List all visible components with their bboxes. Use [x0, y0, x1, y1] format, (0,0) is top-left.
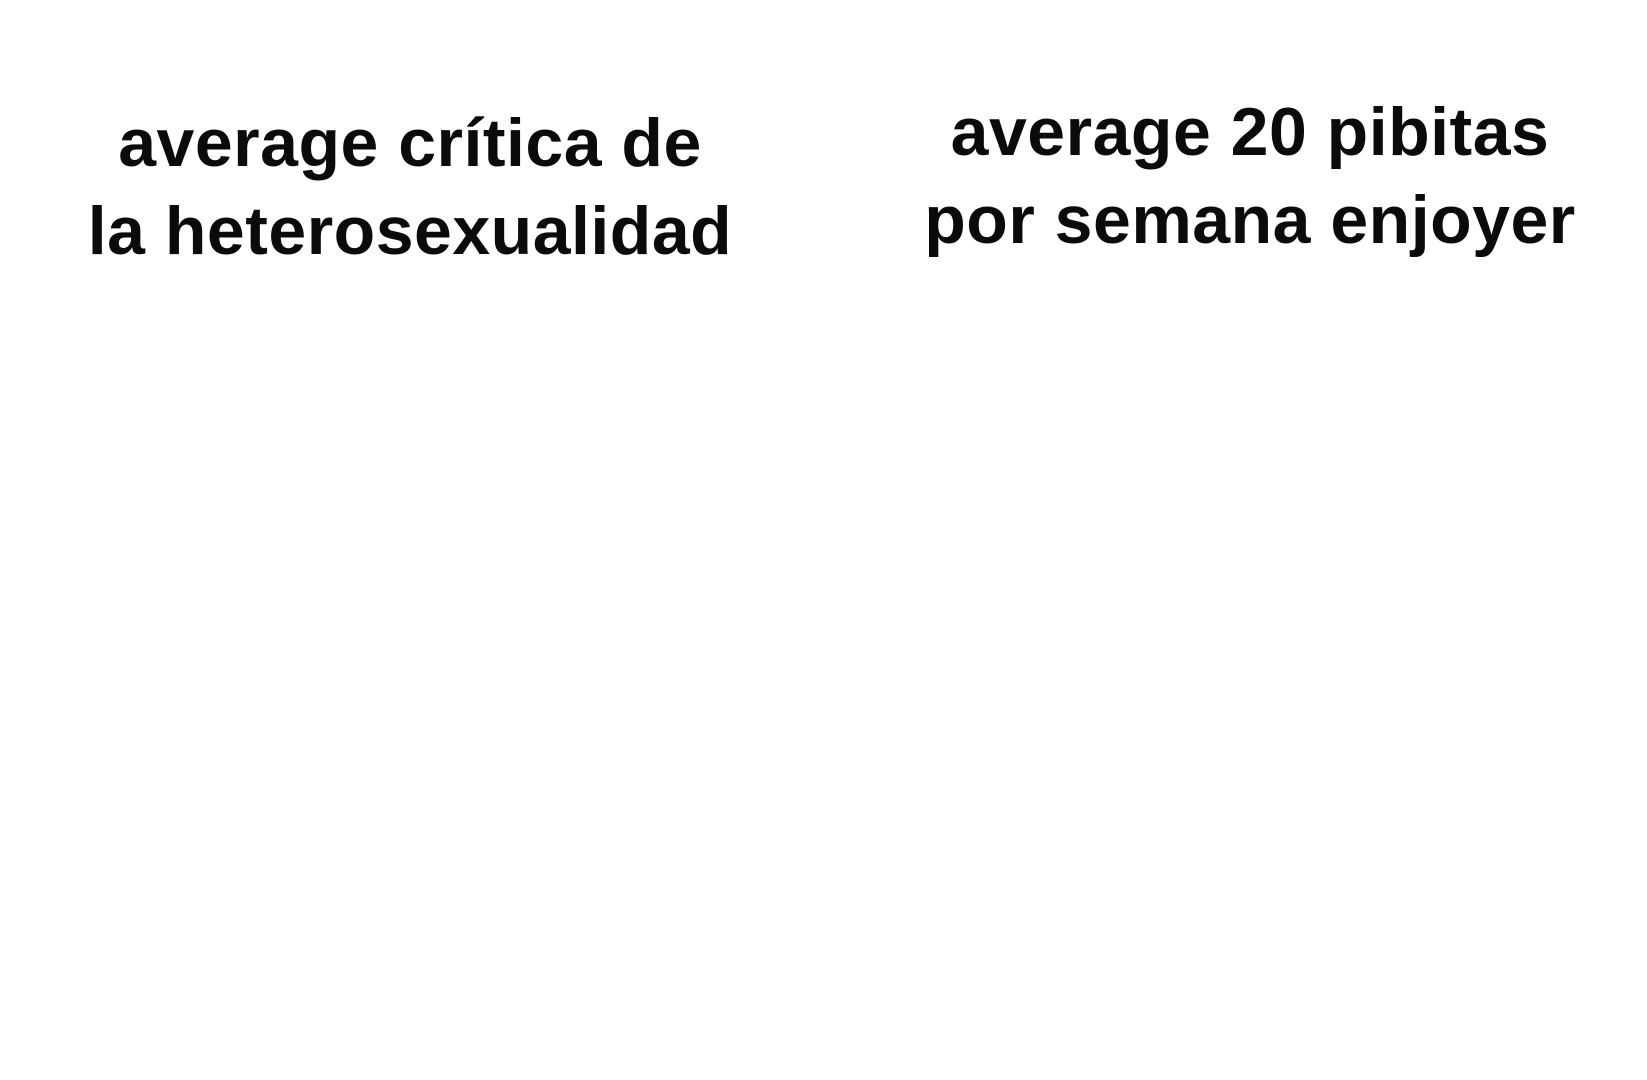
left-caption-line-1: average crítica de	[118, 105, 702, 181]
left-caption	[60, 99, 760, 275]
right-caption-line-2: por semana enjoyer	[924, 182, 1576, 258]
left-image-panel	[10, 290, 810, 1050]
left-caption-line-2: la heterosexualidad	[87, 193, 733, 269]
right-caption	[880, 88, 1620, 264]
right-caption-line-1: average 20 pibitas	[950, 94, 1550, 170]
right-image-panel	[830, 290, 1630, 1050]
